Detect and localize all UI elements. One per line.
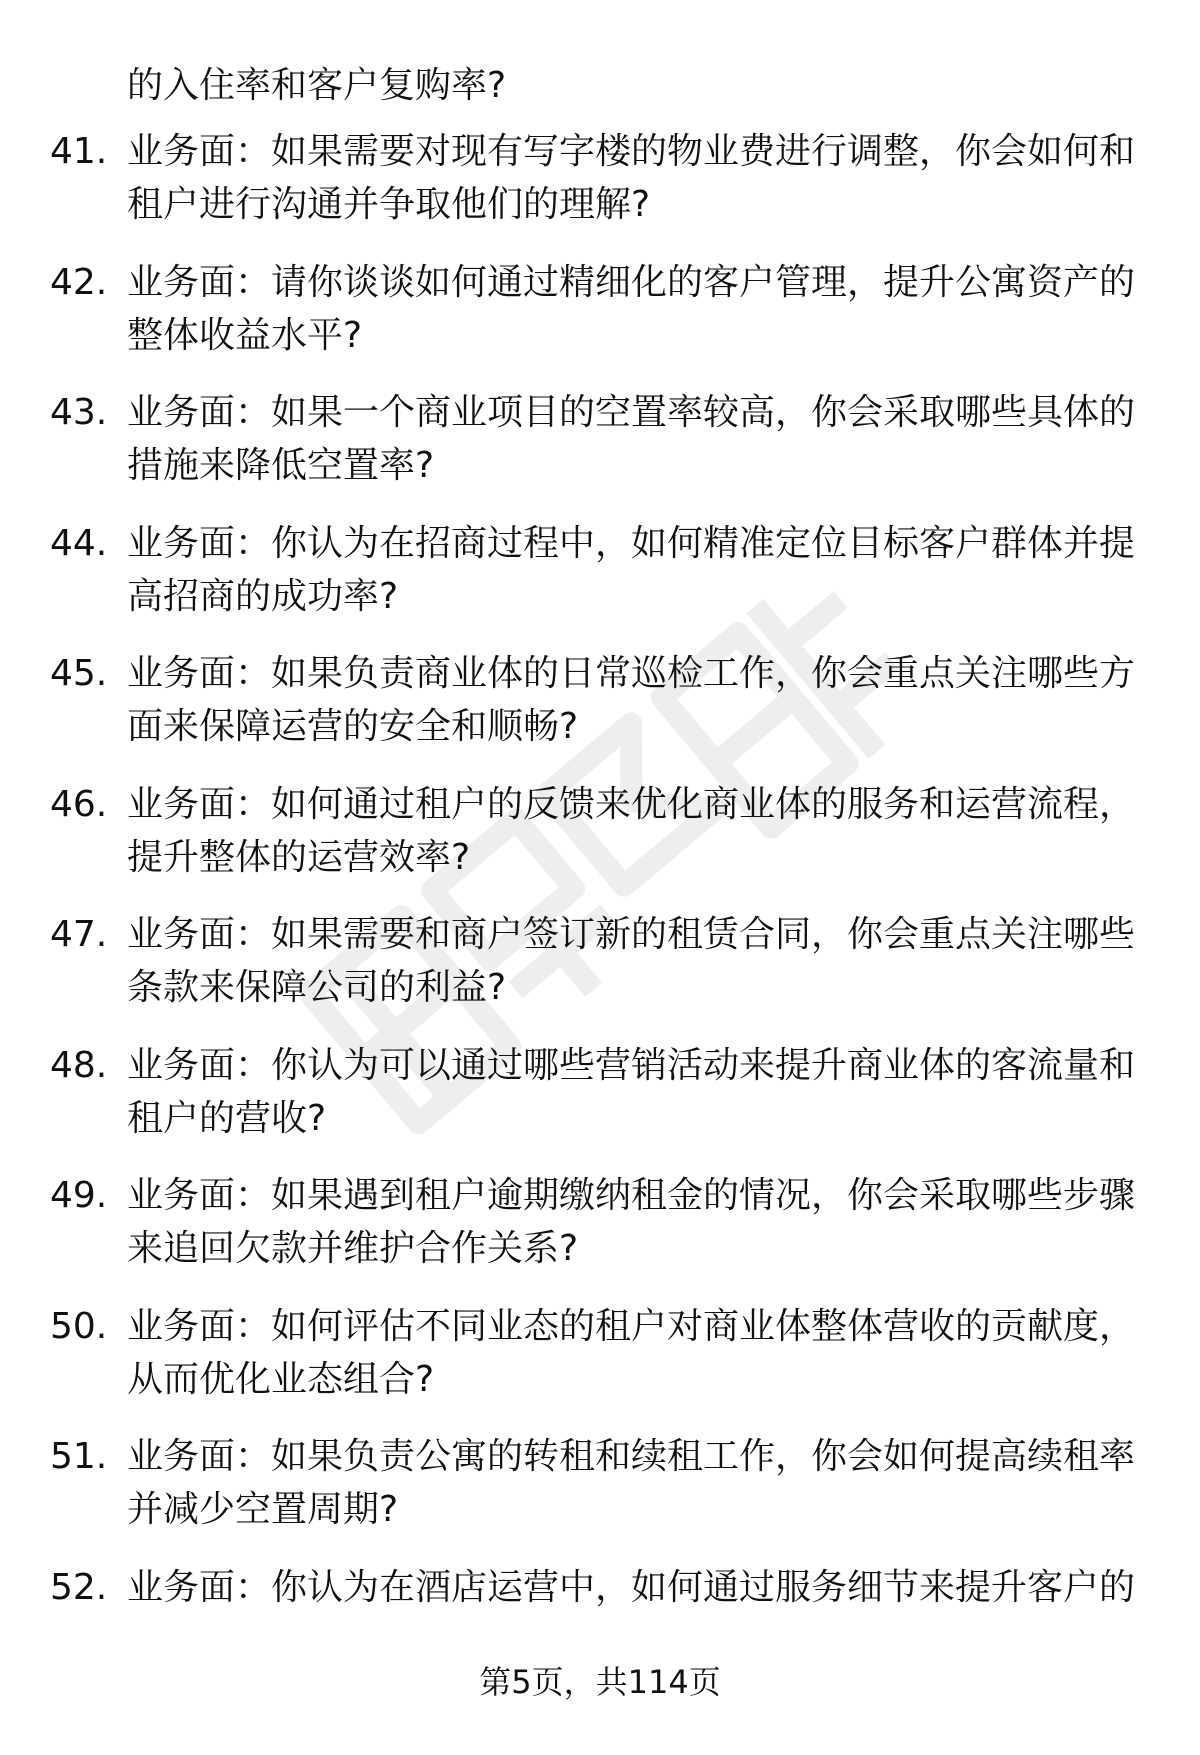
item-text-line: 租户进行沟通并争取他们的理解?	[127, 184, 651, 225]
item-text-line: 业务面：如果一个商业项目的空置率较高，你会采取哪些具体的	[127, 392, 1136, 433]
item-text-line: 业务面：如果需要对现有写字楼的物业费进行调整，你会如何和	[127, 131, 1136, 172]
item-number: 46.	[50, 783, 108, 825]
item-number: 42.	[50, 261, 108, 303]
item-text-line: 租户的营收?	[127, 1097, 327, 1139]
item-text-line: 面来保障运营的安全和顺畅?	[127, 706, 579, 747]
item-text-line: 业务面：如何通过租户的反馈来优化商业体的服务和运营流程，	[127, 783, 1136, 825]
item-number: 45.	[50, 653, 108, 694]
item-text-line: 业务面：如何评估不同业态的租户对商业体整体营收的贡献度，	[127, 1305, 1136, 1347]
item-text-line: 措施来降低空置率?	[127, 445, 435, 486]
item-text-line: 来追回欠款并维护合作关系?	[127, 1228, 579, 1269]
item-text-line: 提升整体的运营效率?	[127, 836, 471, 878]
item-number: 43.	[50, 392, 108, 433]
item-text-line: 业务面：你认为在招商过程中，如何精准定位目标客户群体并提	[127, 522, 1136, 564]
item-text-line: 并减少空置周期?	[127, 1489, 399, 1530]
item-text-line: 业务面：如果需要和商户签订新的租赁合同，你会重点关注哪些	[127, 914, 1136, 955]
item-number: 47.	[50, 914, 108, 955]
item-text-line: 条款来保障公司的利益?	[127, 967, 507, 1008]
item-number: 49.	[50, 1175, 108, 1216]
item-text-line: 业务面：你认为在酒店运营中，如何通过服务细节来提升客户的	[127, 1566, 1136, 1608]
page-footer: 第5页，共114页	[479, 1663, 721, 1701]
item-text-line: 业务面：如果遇到租户逾期缴纳租金的情况，你会采取哪些步骤	[127, 1175, 1136, 1216]
item-text-line: 业务面：请你谈谈如何通过精细化的客户管理，提升公寓资产的	[127, 261, 1136, 303]
item-text-line: 业务面：你认为可以通过哪些营销活动来提升商业体的客流量和	[127, 1044, 1136, 1086]
item-number: 44.	[50, 522, 108, 564]
item-text-line: 高招商的成功率?	[127, 575, 399, 617]
item-text-line: 业务面：如果负责商业体的日常巡检工作，你会重点关注哪些方	[127, 653, 1136, 694]
item-text-line: 业务面：如果负责公寓的转租和续租工作，你会如何提高续租率	[127, 1436, 1136, 1477]
item-number: 51.	[50, 1436, 108, 1477]
item-text-line: 从而优化业态组合?	[127, 1358, 435, 1400]
item-number: 48.	[50, 1044, 108, 1086]
intro-continuation-line: 的入住率和客户复购率?	[127, 65, 507, 106]
item-number: 41.	[50, 131, 108, 172]
item-number: 50.	[50, 1305, 108, 1347]
item-text-line: 整体收益水平?	[127, 314, 363, 356]
item-number: 52.	[50, 1566, 108, 1608]
